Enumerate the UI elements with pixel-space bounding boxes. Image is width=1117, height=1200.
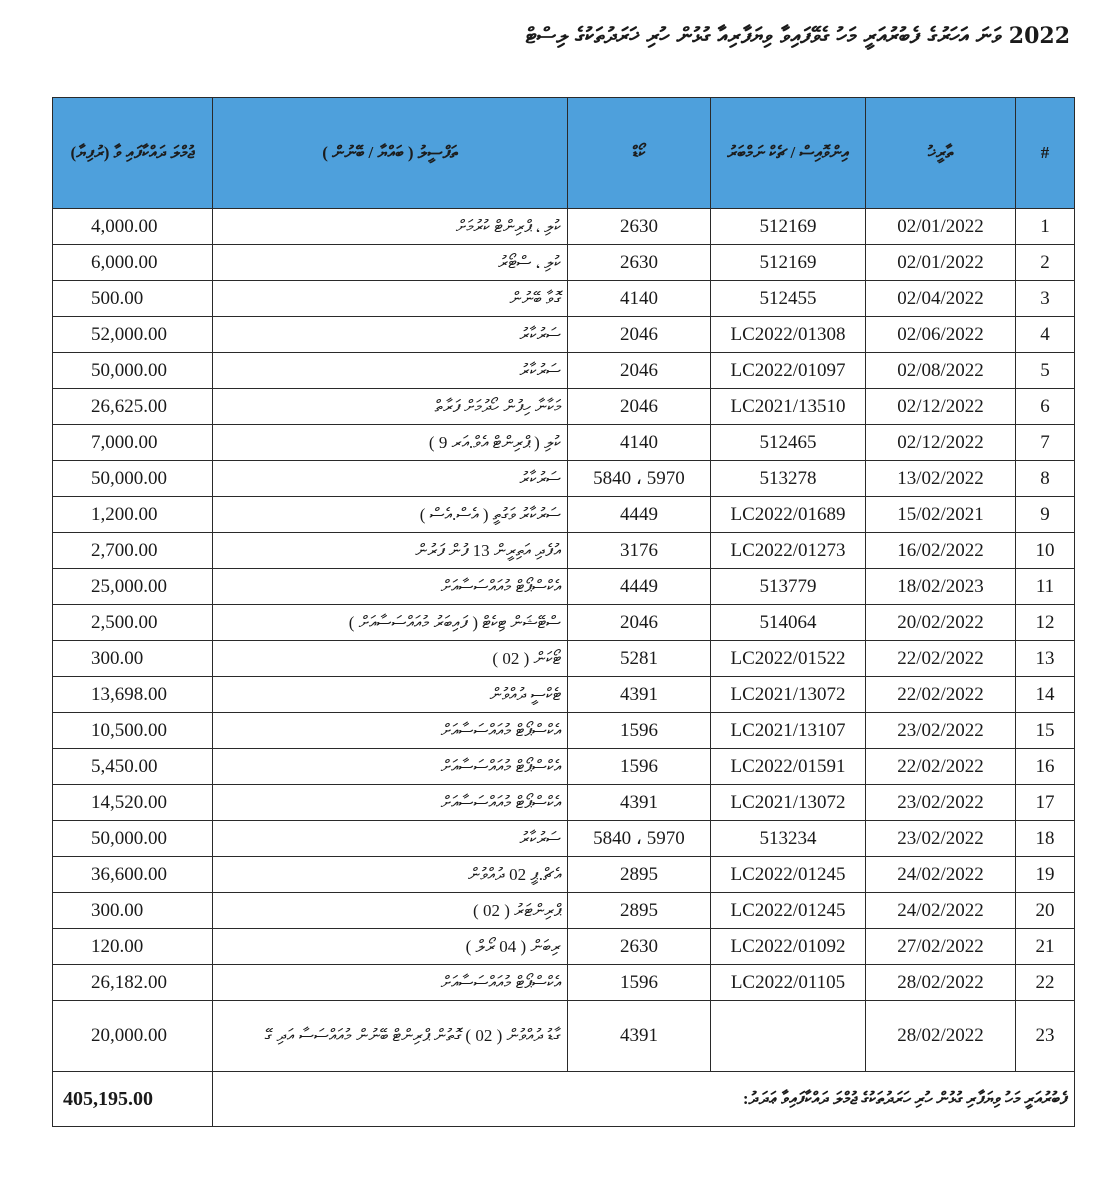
cell-date: 20/02/2022 [866, 605, 1016, 641]
cell-reference: 513234 [711, 821, 866, 857]
table-row [53, 353, 1075, 389]
cell-description: ގޮވާ ބޭނުން [213, 281, 568, 317]
cell-code: 1596 [568, 749, 711, 785]
cell-number: 9 [1016, 497, 1075, 533]
cell-code: 2630 [568, 245, 711, 281]
cell-amount: 26,182.00 [53, 965, 213, 1001]
cell-code: 4449 [568, 569, 711, 605]
cell-number: 7 [1016, 425, 1075, 461]
cell-description: މަކާނާ ހިފުން ހޯދުމަށް ފަރާތް [213, 389, 568, 425]
cell-reference: LC2022/01245 [711, 893, 866, 929]
cell-reference: LC2022/01522 [711, 641, 866, 677]
cell-date: 27/02/2022 [866, 929, 1016, 965]
cell-number: 6 [1016, 389, 1075, 425]
cell-reference: 512169 [711, 245, 866, 281]
cell-amount: 50,000.00 [53, 461, 213, 497]
cell-reference [711, 1001, 866, 1072]
cell-date: 23/02/2022 [866, 821, 1016, 857]
cell-number: 1 [1016, 209, 1075, 245]
cell-date: 02/01/2022 [866, 245, 1016, 281]
cell-reference: 512455 [711, 281, 866, 317]
cell-description: އެކްސްޕޯޓް މުއައްސަސާއަށް [213, 713, 568, 749]
cell-description: ސަރުކާރު [213, 821, 568, 857]
cell-reference: LC2022/01591 [711, 749, 866, 785]
cell-code: 5840 ، 5970 [568, 461, 711, 497]
cell-number: 20 [1016, 893, 1075, 929]
cell-date: 23/02/2022 [866, 713, 1016, 749]
cell-description: ސަރުކާރު ވަގުތީ ( އެސް.އެސް ) [213, 497, 568, 533]
cell-description: ކުލި ، ސްޓޯރު [213, 245, 568, 281]
cell-code: 2630 [568, 209, 711, 245]
cell-number: 19 [1016, 857, 1075, 893]
cell-amount: 10,500.00 [53, 713, 213, 749]
cell-reference: LC2022/01105 [711, 965, 866, 1001]
table-row [53, 677, 1075, 713]
cell-amount: 2,500.00 [53, 605, 213, 641]
cell-date: 02/06/2022 [866, 317, 1016, 353]
cell-date: 24/02/2022 [866, 857, 1016, 893]
table-row [53, 569, 1075, 605]
cell-date: 16/02/2022 [866, 533, 1016, 569]
cell-description: އެކްސްޕޯޓް މުއައްސަސާއަށް [213, 965, 568, 1001]
expense-table [52, 97, 1075, 1127]
cell-code: 5281 [568, 641, 711, 677]
cell-reference: LC2021/13510 [711, 389, 866, 425]
cell-number: 23 [1016, 1001, 1075, 1072]
cell-description: ސަރުކާރު [213, 317, 568, 353]
cell-description: ގާޑު ދުއްވުން ( 02 ) ގޮތުން ޕްރިންޓް ބޭނުން މުއައްސަސާ އަދި ގޭ [213, 1001, 568, 1072]
cell-date: 15/02/2021 [866, 497, 1016, 533]
cell-number: 16 [1016, 749, 1075, 785]
cell-code: 2895 [568, 857, 711, 893]
cell-reference: LC2022/01097 [711, 353, 866, 389]
table-row [53, 713, 1075, 749]
cell-number: 22 [1016, 965, 1075, 1001]
table-row [53, 281, 1075, 317]
table-row [53, 497, 1075, 533]
document-title: 2022 ވަނަ އަހަރުގެ ފެބުރުއަރީ މަހު ގެވޭފައިވާ ވިޔަފާރިއާ ގުޅުން ހުރި ޚަރަދުތަކުގެ ލިސްޓް [525, 23, 1070, 49]
cell-code: 2046 [568, 353, 711, 389]
table-row [53, 317, 1075, 353]
cell-code: 2046 [568, 605, 711, 641]
total-row [53, 1072, 1075, 1127]
cell-number: 11 [1016, 569, 1075, 605]
cell-description: ސަރުކާރު [213, 353, 568, 389]
cell-description: އެކްސްޕޯޓް މުއައްސަސާއަށް [213, 785, 568, 821]
cell-amount: 36,600.00 [53, 857, 213, 893]
cell-date: 02/12/2022 [866, 425, 1016, 461]
cell-description: އުފެދި އަތިރީން 13 ފުން ފަރުން [213, 533, 568, 569]
cell-date: 22/02/2022 [866, 749, 1016, 785]
cell-description: ކުލި ، ޕްރިންޓް ކުރުމަށް [213, 209, 568, 245]
cell-amount: 300.00 [53, 641, 213, 677]
cell-description: ރިބަން ( 04 ރޯލް ) [213, 929, 568, 965]
cell-number: 21 [1016, 929, 1075, 965]
header-date: ތާރީޚު [866, 98, 1016, 209]
table-row [53, 425, 1075, 461]
cell-amount: 13,698.00 [53, 677, 213, 713]
table-row [53, 929, 1075, 965]
table-row [53, 461, 1075, 497]
cell-description: އެޗް.ޕީ 02 ދުއްވުން [213, 857, 568, 893]
cell-code: 4140 [568, 281, 711, 317]
cell-reference: 514064 [711, 605, 866, 641]
cell-date: 18/02/2023 [866, 569, 1016, 605]
cell-number: 4 [1016, 317, 1075, 353]
table-row [53, 749, 1075, 785]
cell-amount: 52,000.00 [53, 317, 213, 353]
cell-amount: 50,000.00 [53, 821, 213, 857]
cell-date: 28/02/2022 [866, 1001, 1016, 1072]
cell-amount: 26,625.00 [53, 389, 213, 425]
table-row [53, 533, 1075, 569]
cell-code: 4140 [568, 425, 711, 461]
cell-amount: 300.00 [53, 893, 213, 929]
cell-number: 12 [1016, 605, 1075, 641]
cell-amount: 1,200.00 [53, 497, 213, 533]
cell-description: ކުލި ( ޕްރިންޓް އެވް.އަރ 9 ) [213, 425, 568, 461]
table-row [53, 1001, 1075, 1072]
table-row [53, 641, 1075, 677]
cell-description: ސަރުކާރު [213, 461, 568, 497]
cell-code: 2046 [568, 389, 711, 425]
cell-code: 4391 [568, 785, 711, 821]
cell-number: 5 [1016, 353, 1075, 389]
cell-reference: 513779 [711, 569, 866, 605]
cell-reference: LC2021/13072 [711, 785, 866, 821]
cell-number: 2 [1016, 245, 1075, 281]
cell-amount: 50,000.00 [53, 353, 213, 389]
table-row [53, 821, 1075, 857]
table-row [53, 389, 1075, 425]
cell-description: އެކްސްޕޯޓް މުއައްސަސާއަށް [213, 749, 568, 785]
cell-reference: LC2021/13072 [711, 677, 866, 713]
cell-reference: LC2022/01273 [711, 533, 866, 569]
cell-number: 10 [1016, 533, 1075, 569]
cell-number: 15 [1016, 713, 1075, 749]
header-code: ކޯޑް [568, 98, 711, 209]
cell-amount: 120.00 [53, 929, 213, 965]
cell-date: 02/01/2022 [866, 209, 1016, 245]
table-header-row [53, 98, 1075, 209]
cell-number: 13 [1016, 641, 1075, 677]
cell-reference: 512169 [711, 209, 866, 245]
cell-date: 02/08/2022 [866, 353, 1016, 389]
cell-number: 3 [1016, 281, 1075, 317]
table-row [53, 857, 1075, 893]
cell-amount: 6,000.00 [53, 245, 213, 281]
cell-amount: 20,000.00 [53, 1001, 213, 1072]
total-label: ފެބުރުއަރީ މަހު ވިޔަފާރި ގުޅުން ހުރި ހަރަދުތަކުގެ ޖުމްލަ ދައްކާފައިވާ ޢަދަދު: [213, 1072, 1075, 1127]
header-description: ތަފްސީލު ( ބައްޔާ / ބޭނުން ) [213, 98, 568, 209]
header-amount: ޖުމްލަ ދައްކާފައި ވާ (ރުފިޔާ) [53, 98, 213, 209]
table-body [53, 209, 1075, 1072]
cell-code: 4391 [568, 677, 711, 713]
cell-amount: 7,000.00 [53, 425, 213, 461]
cell-date: 13/02/2022 [866, 461, 1016, 497]
cell-number: 18 [1016, 821, 1075, 857]
cell-code: 3176 [568, 533, 711, 569]
cell-date: 22/02/2022 [866, 641, 1016, 677]
cell-amount: 500.00 [53, 281, 213, 317]
cell-date: 22/02/2022 [866, 677, 1016, 713]
cell-description: ޓޯކަން ( 02 ) [213, 641, 568, 677]
cell-date: 23/02/2022 [866, 785, 1016, 821]
cell-code: 1596 [568, 965, 711, 1001]
cell-date: 02/04/2022 [866, 281, 1016, 317]
cell-amount: 14,520.00 [53, 785, 213, 821]
cell-number: 8 [1016, 461, 1075, 497]
cell-code: 2046 [568, 317, 711, 353]
cell-amount: 5,450.00 [53, 749, 213, 785]
header-number: # [1016, 98, 1075, 209]
cell-reference: LC2022/01092 [711, 929, 866, 965]
cell-code: 1596 [568, 713, 711, 749]
cell-code: 4449 [568, 497, 711, 533]
table-row [53, 893, 1075, 929]
cell-reference: 512465 [711, 425, 866, 461]
cell-description: ޓެކްސީ ދުއްވުން [213, 677, 568, 713]
cell-code: 2630 [568, 929, 711, 965]
cell-description: ޕްރިންޓަރު ( 02 ) [213, 893, 568, 929]
table-row [53, 785, 1075, 821]
cell-reference: LC2022/01308 [711, 317, 866, 353]
cell-date: 02/12/2022 [866, 389, 1016, 425]
cell-code: 5840 ، 5970 [568, 821, 711, 857]
cell-amount: 4,000.00 [53, 209, 213, 245]
cell-date: 24/02/2022 [866, 893, 1016, 929]
cell-number: 14 [1016, 677, 1075, 713]
cell-description: ސްޓޭޝަން ޓިކެޓް ( ފައިބަރު މުއައްސަސާއަށް ) [213, 605, 568, 641]
table-row [53, 209, 1075, 245]
cell-description: އެކްސްޕޯޓް މުއައްސަސާއަށް [213, 569, 568, 605]
cell-code: 2895 [568, 893, 711, 929]
header-reference: އިންވޮއިސް / ޗެކް ނަމްބަރު [711, 98, 866, 209]
cell-reference: LC2022/01689 [711, 497, 866, 533]
cell-date: 28/02/2022 [866, 965, 1016, 1001]
table-row [53, 965, 1075, 1001]
cell-amount: 2,700.00 [53, 533, 213, 569]
cell-amount: 25,000.00 [53, 569, 213, 605]
total-amount: 405,195.00 [53, 1072, 213, 1127]
cell-code: 4391 [568, 1001, 711, 1072]
cell-reference: 513278 [711, 461, 866, 497]
table-row [53, 605, 1075, 641]
cell-number: 17 [1016, 785, 1075, 821]
cell-reference: LC2021/13107 [711, 713, 866, 749]
cell-reference: LC2022/01245 [711, 857, 866, 893]
table-row [53, 245, 1075, 281]
